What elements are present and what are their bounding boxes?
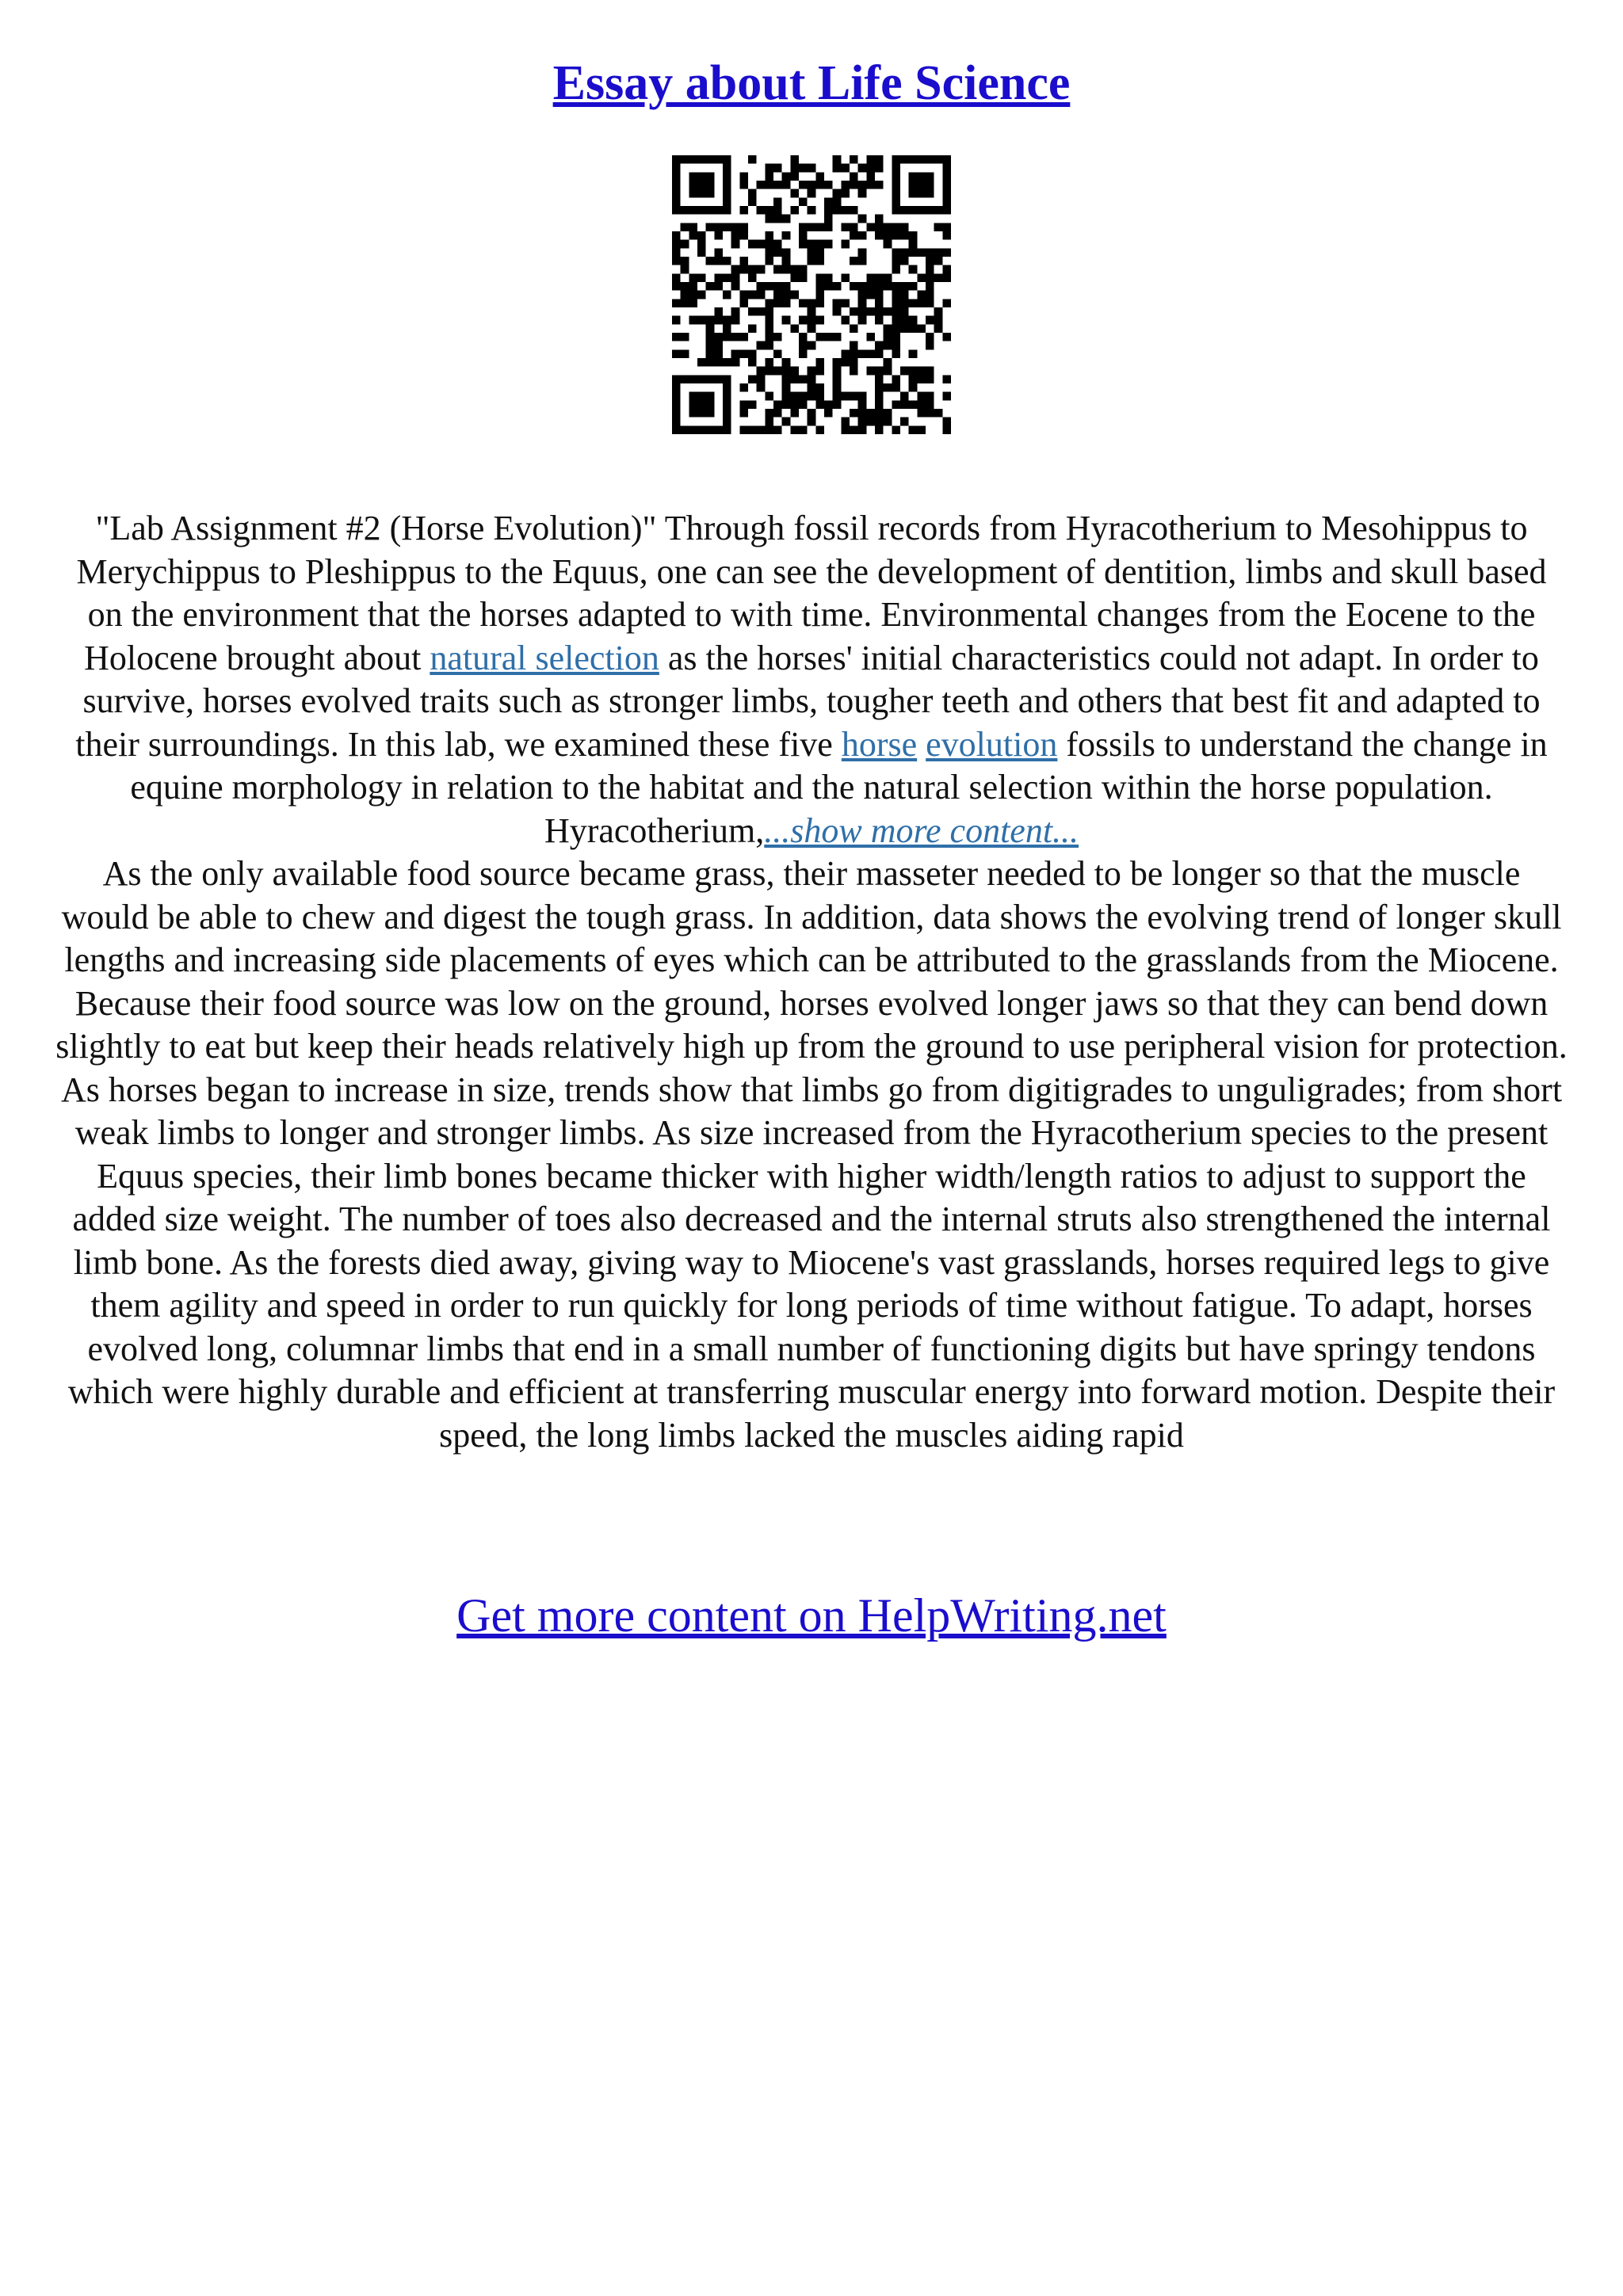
footer <box>0 1589 1623 1643</box>
evolution-link[interactable]: evolution <box>926 724 1058 764</box>
natural-selection-link[interactable]: natural selection <box>430 638 659 677</box>
essay-paragraph-intro <box>55 507 1568 810</box>
qr-code-icon <box>672 155 951 434</box>
essay-title-link[interactable]: Essay about Life Science <box>552 56 1071 110</box>
intro-text-c: fossils to understand the change in equine morphology in relation to the habitat and the natural selection within the horse population. <box>130 724 1548 807</box>
essay-body <box>55 507 1568 1457</box>
get-more-content-link[interactable]: Get more content on HelpWriting.net <box>456 1589 1167 1642</box>
truncated-text: Hyracotherium, <box>544 810 765 850</box>
show-more-link[interactable]: ...show more content... <box>764 810 1079 850</box>
intro-text-a: "Lab Assignment #2 (Horse Evolution)" Through fossil records from Hyracotherium to Mesohippus to Merychippus to Pleshippus to the Equus, one can see the development of dentition, limbs and skull based on the environment that the horses adapted to with time. Environmental changes from the Eocene to the Holocene brought about <box>76 509 1547 677</box>
title-container <box>0 55 1623 112</box>
intro-text-b: as the horses' initial characteristics could not adapt. In order to survive, horses evolved traits such as stronger limbs, tougher teeth and others that best fit and adapted to their surroundings. In this lab, we examined these five <box>75 638 1541 764</box>
horse-link[interactable]: horse <box>841 724 918 764</box>
essay-paragraph-truncated <box>55 810 1568 853</box>
essay-paragraph-body: As the only available food source became grass, their masseter needed to be longer so that the muscle would be able to chew and digest the tough grass. In addition, data shows the evolving trend of longer skull lengths and increasing side placements of eyes which can be attributed to the grasslands from the Miocene. Because their food source was low on the ground, horses evolved longer jaws so that they can bend down slightly to eat but keep their heads relatively high up from the ground to use peripheral vision for protection. As horses began to increase in size, trends show that limbs go from digitigrades to unguligrades; from short weak limbs to longer and stronger limbs. As size increased from the Hyracotherium species to the present Equus species, their limb bones became thicker with higher width/length ratios to adjust to support the added size weight. The number of toes also decreased and the internal struts also strengthened the internal limb bone. As the forests died away, giving way to Miocene's vast grasslands, horses required legs to give them agility and speed in order to run quickly for long periods of time without fatigue. To adapt, horses evolved long, columnar limbs that end in a small number of functioning digits but have springy tendons which were highly durable and efficient at transferring muscular energy into forward motion. Despite their speed, the long limbs lacked the muscles aiding rapid <box>55 854 1568 1455</box>
